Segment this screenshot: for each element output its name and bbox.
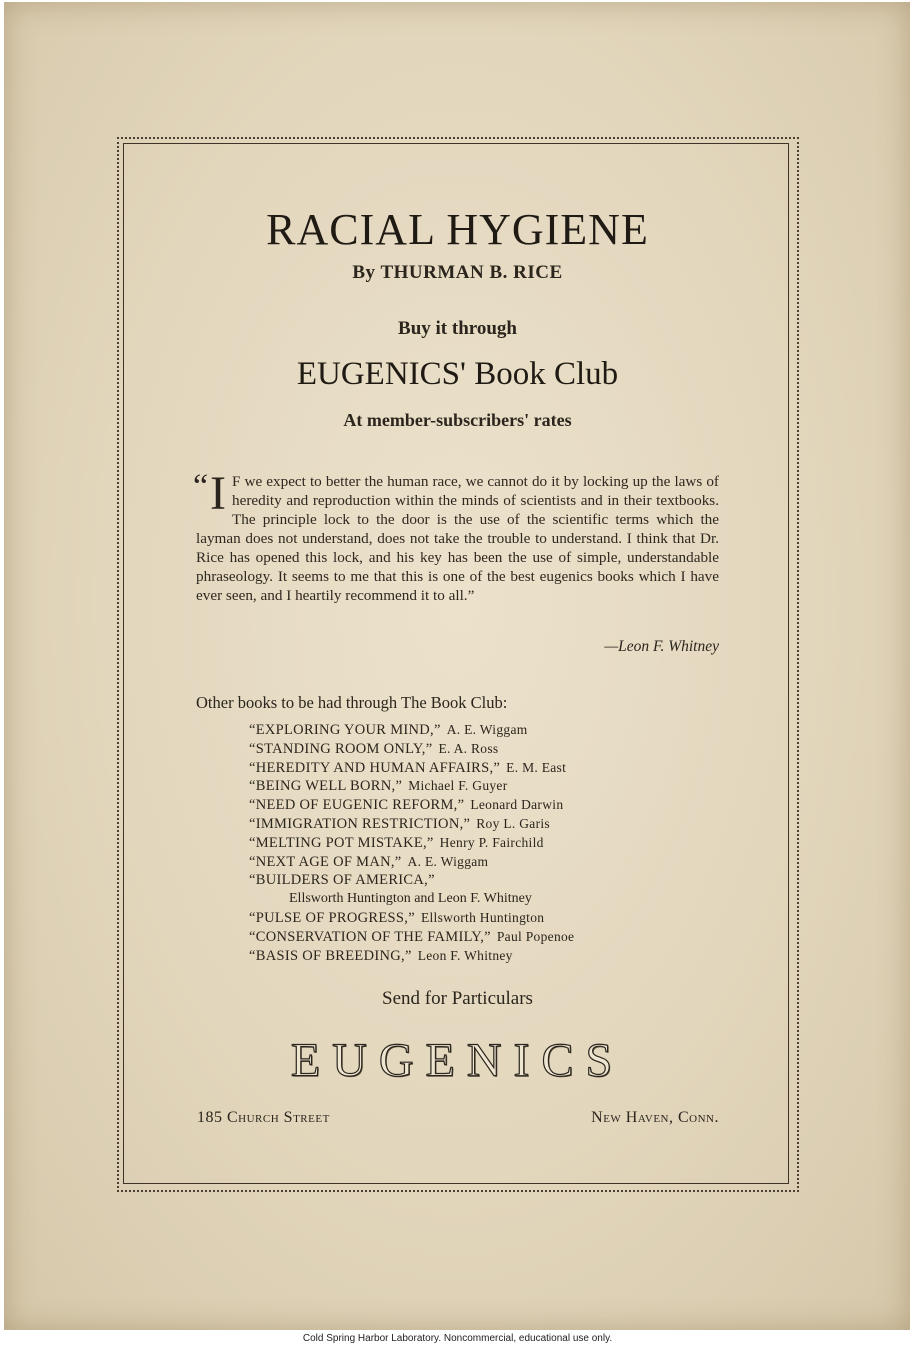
book-title-entry: “IMMIGRATION RESTRICTION,” [249,815,471,832]
book-title-entry: “MELTING POT MISTAKE,” [249,834,434,851]
book-list-item [249,834,574,853]
book-list-item [249,815,574,834]
book-title-entry: “PULSE OF PROGRESS,” [249,909,415,926]
book-author-entry: E. A. Ross [438,740,499,756]
book-author-entry: Leon F. Whitney [417,947,513,963]
book-author-entry: Henry P. Fairchild [439,834,544,850]
book-title-entry: “CONSERVATION OF THE FAMILY,” [249,928,491,945]
book-list-item [249,890,574,909]
book-title-entry: “STANDING ROOM ONLY,” [249,740,433,757]
book-list-item [249,928,574,947]
book-list-item [249,853,574,872]
book-title-entry: “NEXT AGE OF MAN,” [249,853,402,870]
author-line: By THURMAN B. RICE [352,262,563,283]
testimonial-quote [196,467,719,605]
book-list [249,721,574,965]
book-title-entry: “BEING WELL BORN,” [249,778,403,795]
book-author-entry: Ellsworth Huntington and Leon F. Whitney [289,891,532,907]
book-list-item [249,871,574,890]
book-author-entry: A. E. Wiggam [407,853,489,869]
eugenics-logo: EUGENICS [290,1034,625,1087]
book-title-entry: “NEED OF EUGENIC REFORM,” [249,797,465,814]
rates-line: At member-subscribers' rates [343,410,572,430]
archive-credit: Cold Spring Harbor Laboratory. Noncommercial, educational use only. [302,1333,613,1344]
decorative-border-inner [123,143,789,1184]
book-author-entry: Roy L. Garis [476,815,550,831]
book-list-item [249,777,574,796]
book-author-entry: A. E. Wiggam [446,722,528,737]
address-street: 185 Church Street [197,1109,330,1126]
book-list-item [249,909,574,928]
book-list-item [249,759,574,778]
send-for-particulars: Send for Particulars [382,988,533,1009]
address-city: New Haven, Conn. [591,1109,719,1126]
book-title-entry: “BASIS OF BREEDING,” [249,947,412,964]
book-author-entry: Leonard Darwin [470,797,564,813]
book-title: RACIAL HYGIENE [266,205,649,254]
book-author-entry: Michael F. Guyer [408,778,508,794]
book-list-item [249,721,574,740]
quote-attribution: —Leon F. Whitney [604,638,719,655]
buy-line: Buy it through [398,318,517,339]
book-title-entry: “BUILDERS OF AMERICA,” [249,872,435,889]
drop-cap: I [210,467,226,520]
book-club-name: EUGENICS' Book Club [296,356,619,392]
book-author-entry: Ellsworth Huntington [420,909,545,925]
book-list-item [249,740,574,759]
book-title-entry: “EXPLORING YOUR MIND,” [249,722,441,738]
book-author-entry: Paul Popenoe [496,928,575,944]
quote-text: F we expect to better the human race, we cannot do it by locking up the laws of heredity and reproduction within the minds of scientists and in their textbooks. The principle lock to the door is the use of the scientific terms which the layman does not understand, does not take the trouble to understand. I think that Dr. Rice has opened this lock, and his key has been the use of simple, understandable phraseology. It seems to me that this is one of the best eugenics books which I have ever seen, and I heartily recommend it to all.” [196,473,719,604]
other-books-intro: Other books to be had through The Book Club: [196,693,508,712]
book-author-entry: E. M. East [506,759,567,775]
book-title-entry: “HEREDITY AND HUMAN AFFAIRS,” [249,759,501,776]
book-list-item [249,947,574,966]
open-quote-mark: “ [193,468,209,505]
book-list-item [249,796,574,815]
